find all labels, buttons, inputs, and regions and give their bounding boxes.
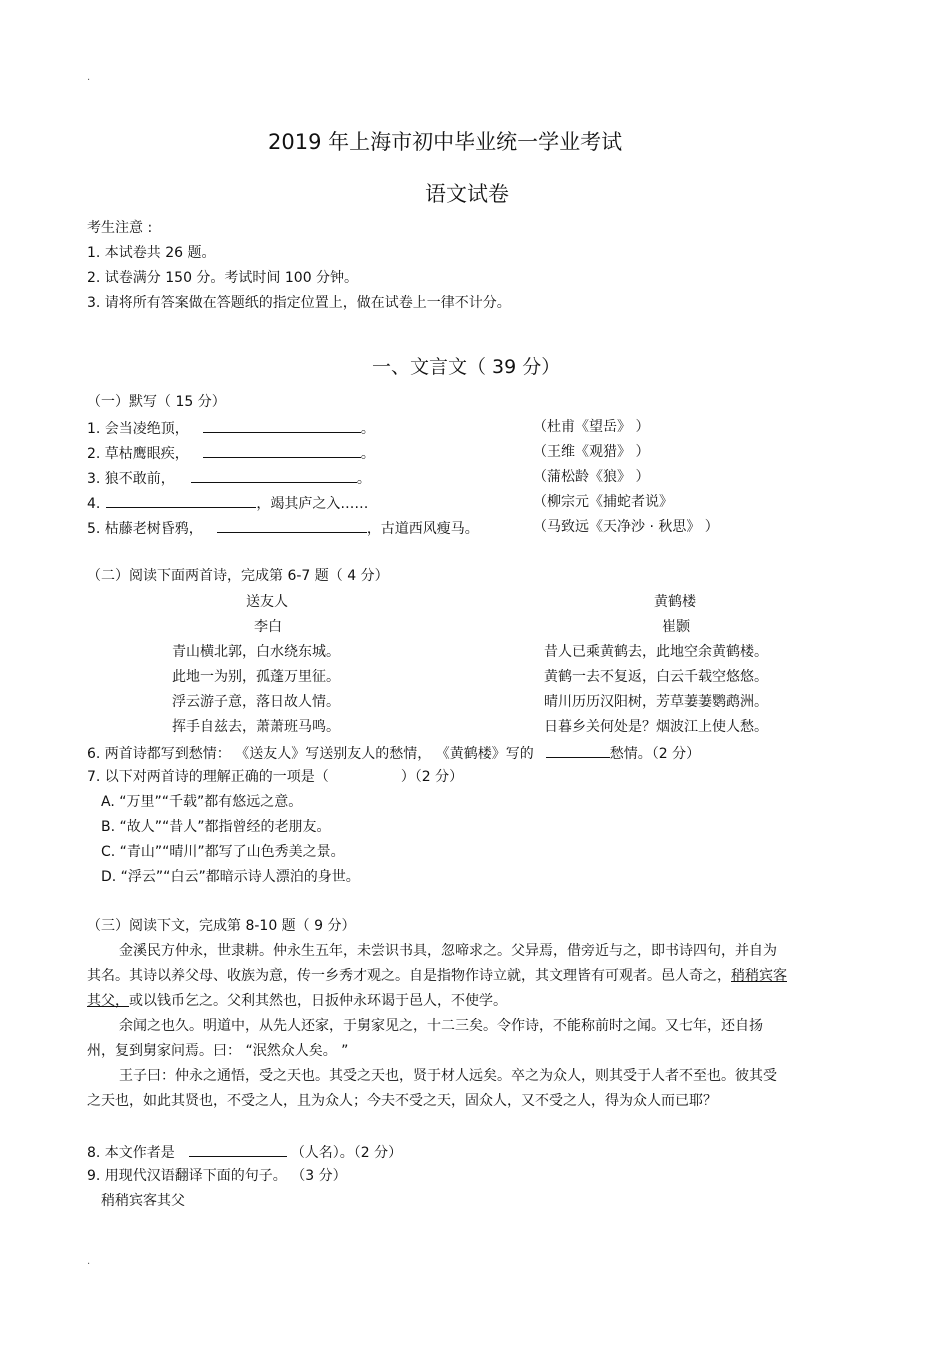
option-c: C. “青山”“晴川”都写了山色秀美之景。: [101, 844, 345, 860]
question-text: 5. 枯藤老树昏鸦，: [87, 521, 203, 537]
question-text: ，竭其庐之入……: [256, 496, 369, 512]
poem2-title: 黄鹤楼: [654, 594, 696, 610]
question-text: ）（2 分）: [400, 769, 464, 785]
question-2: [87, 442, 375, 464]
answer-blank[interactable]: [106, 492, 256, 508]
poem1-line: 挥手自兹去，萧萧班马鸣。: [172, 719, 340, 735]
poem2-line: 晴川历历汉阳树，芳草萋萋鹦鹉洲。: [544, 694, 768, 710]
question-text: 1. 会当凌绝顶，: [87, 421, 189, 437]
question-text: ，古道西风瘦马。: [366, 521, 479, 537]
part1-heading: （一）默写（ 15 分）: [87, 394, 226, 410]
question-8: [87, 1141, 402, 1163]
question-text: 。: [360, 421, 375, 437]
question-9-sentence: 稍稍宾客其父: [101, 1193, 185, 1209]
poem2-line: 昔人已乘黄鹤去，此地空余黄鹤楼。: [544, 644, 768, 660]
question-6: [87, 742, 700, 764]
question-4-source: （柳宗元《捕蛇者说》: [533, 494, 673, 510]
exam-title: 2019 年上海市初中毕业统一学业考试: [268, 130, 623, 154]
question-text: 2. 草枯鹰眼疾，: [87, 446, 189, 462]
answer-blank[interactable]: [546, 742, 610, 758]
answer-blank[interactable]: [189, 1141, 287, 1157]
question-1-source: （杜甫《望岳》 ）: [533, 419, 650, 435]
passage-paragraph-2: 余闻之也久。明道中，从先人还家，于舅家见之，十二三矣。令作诗，不能称前时之闻。又七年，还自扬州，复到舅家问焉。曰： “泯然众人矣。 ”: [87, 1018, 763, 1059]
question-5: [87, 517, 479, 539]
part3-heading: （三）阅读下文，完成第 8-10 题（ 9 分）: [87, 918, 356, 934]
question-text: 8. 本文作者是: [87, 1145, 175, 1161]
passage-paragraph-1: [87, 939, 787, 1014]
question-3: [87, 467, 371, 489]
poem2-author: 崔颢: [662, 619, 690, 635]
section-title: 一、文言文（ 39 分）: [372, 356, 561, 378]
poem2-line: 黄鹤一去不复返，白云千载空悠悠。: [544, 669, 768, 685]
poem1-title: 送友人: [246, 594, 288, 610]
margin-dot-top: .: [87, 72, 91, 83]
question-text: 。: [356, 471, 371, 487]
passage-paragraph-3: 王子曰：仲永之通悟，受之天也。其受之天也，贤于材人远矣。卒之为众人，则其受于人者不至也。彼其受之天也，如此其贤也，不受之人，且为众人；今夫不受之天，固众人，又不受之人，得为众人而已耶？: [87, 1068, 777, 1109]
underlined-sentence: 稍稍宾客其父，: [87, 968, 787, 1009]
answer-blank[interactable]: [191, 467, 357, 483]
answer-blank[interactable]: [203, 417, 361, 433]
question-text: 。: [360, 446, 375, 462]
poem1-line: 此地一为别，孤蓬万里征。: [172, 669, 340, 685]
notice-item: 3. 请将所有答案做在答题纸的指定位置上，做在试卷上一律不计分。: [87, 295, 511, 311]
passage-text: 金溪民方仲永，世隶耕。仲永生五年，未尝识书具，忽啼求之。父异焉，借旁近与之，即书诗四句，并自为其名。其诗以养父母、收族为意，传一乡秀才观之。自是指物作诗立就，其文理皆有可观者。邑人奇之，: [87, 943, 777, 984]
notice-heading: 考生注意 :: [87, 220, 153, 236]
question-3-source: （蒲松龄《狼》 ）: [533, 469, 650, 485]
question-1: [87, 417, 375, 439]
exam-subtitle: 语文试卷: [425, 182, 509, 206]
part2-heading: （二）阅读下面两首诗，完成第 6-7 题（ 4 分）: [87, 568, 389, 584]
answer-blank[interactable]: [203, 442, 361, 458]
question-text: 4.: [87, 496, 101, 512]
question-text: （人名）。（2 分）: [290, 1145, 403, 1161]
poem1-line: 浮云游子意，落日故人情。: [172, 694, 340, 710]
question-5-source: （马致远《天净沙 · 秋思》 ）: [533, 519, 719, 535]
answer-blank[interactable]: [217, 517, 367, 533]
margin-dot-bottom: .: [87, 1256, 91, 1267]
question-text: 愁情。（2 分）: [609, 746, 701, 762]
notice-item: 2. 试卷满分 150 分。考试时间 100 分钟。: [87, 270, 359, 286]
option-b: B. “故人”“昔人”都指曾经的老朋友。: [101, 819, 331, 835]
option-a: A. “万里”“千载”都有悠远之意。: [101, 794, 303, 810]
question-text: 6. 两首诗都写到愁情： 《送友人》写送别友人的愁情， 《黄鹤楼》写的: [87, 746, 534, 762]
passage-text: 或以钱币乞之。父利其然也，日扳仲永环谒于邑人，不使学。: [129, 993, 507, 1009]
question-7: [87, 767, 463, 787]
question-4: [87, 492, 368, 514]
question-text: 7. 以下对两首诗的理解正确的一项是（: [87, 769, 329, 785]
question-9: 9. 用现代汉语翻译下面的句子。 （3 分）: [87, 1168, 347, 1184]
notice-item: 1. 本试卷共 26 题。: [87, 245, 216, 261]
poem1-author: 李白: [254, 619, 282, 635]
question-text: 3. 狼不敢前，: [87, 471, 175, 487]
poem2-line: 日暮乡关何处是？烟波江上使人愁。: [544, 719, 768, 735]
poem1-line: 青山横北郭，白水绕东城。: [172, 644, 340, 660]
question-2-source: （王维《观猎》 ）: [533, 444, 650, 460]
option-d: D. “浮云”“白云”都暗示诗人漂泊的身世。: [101, 869, 360, 885]
